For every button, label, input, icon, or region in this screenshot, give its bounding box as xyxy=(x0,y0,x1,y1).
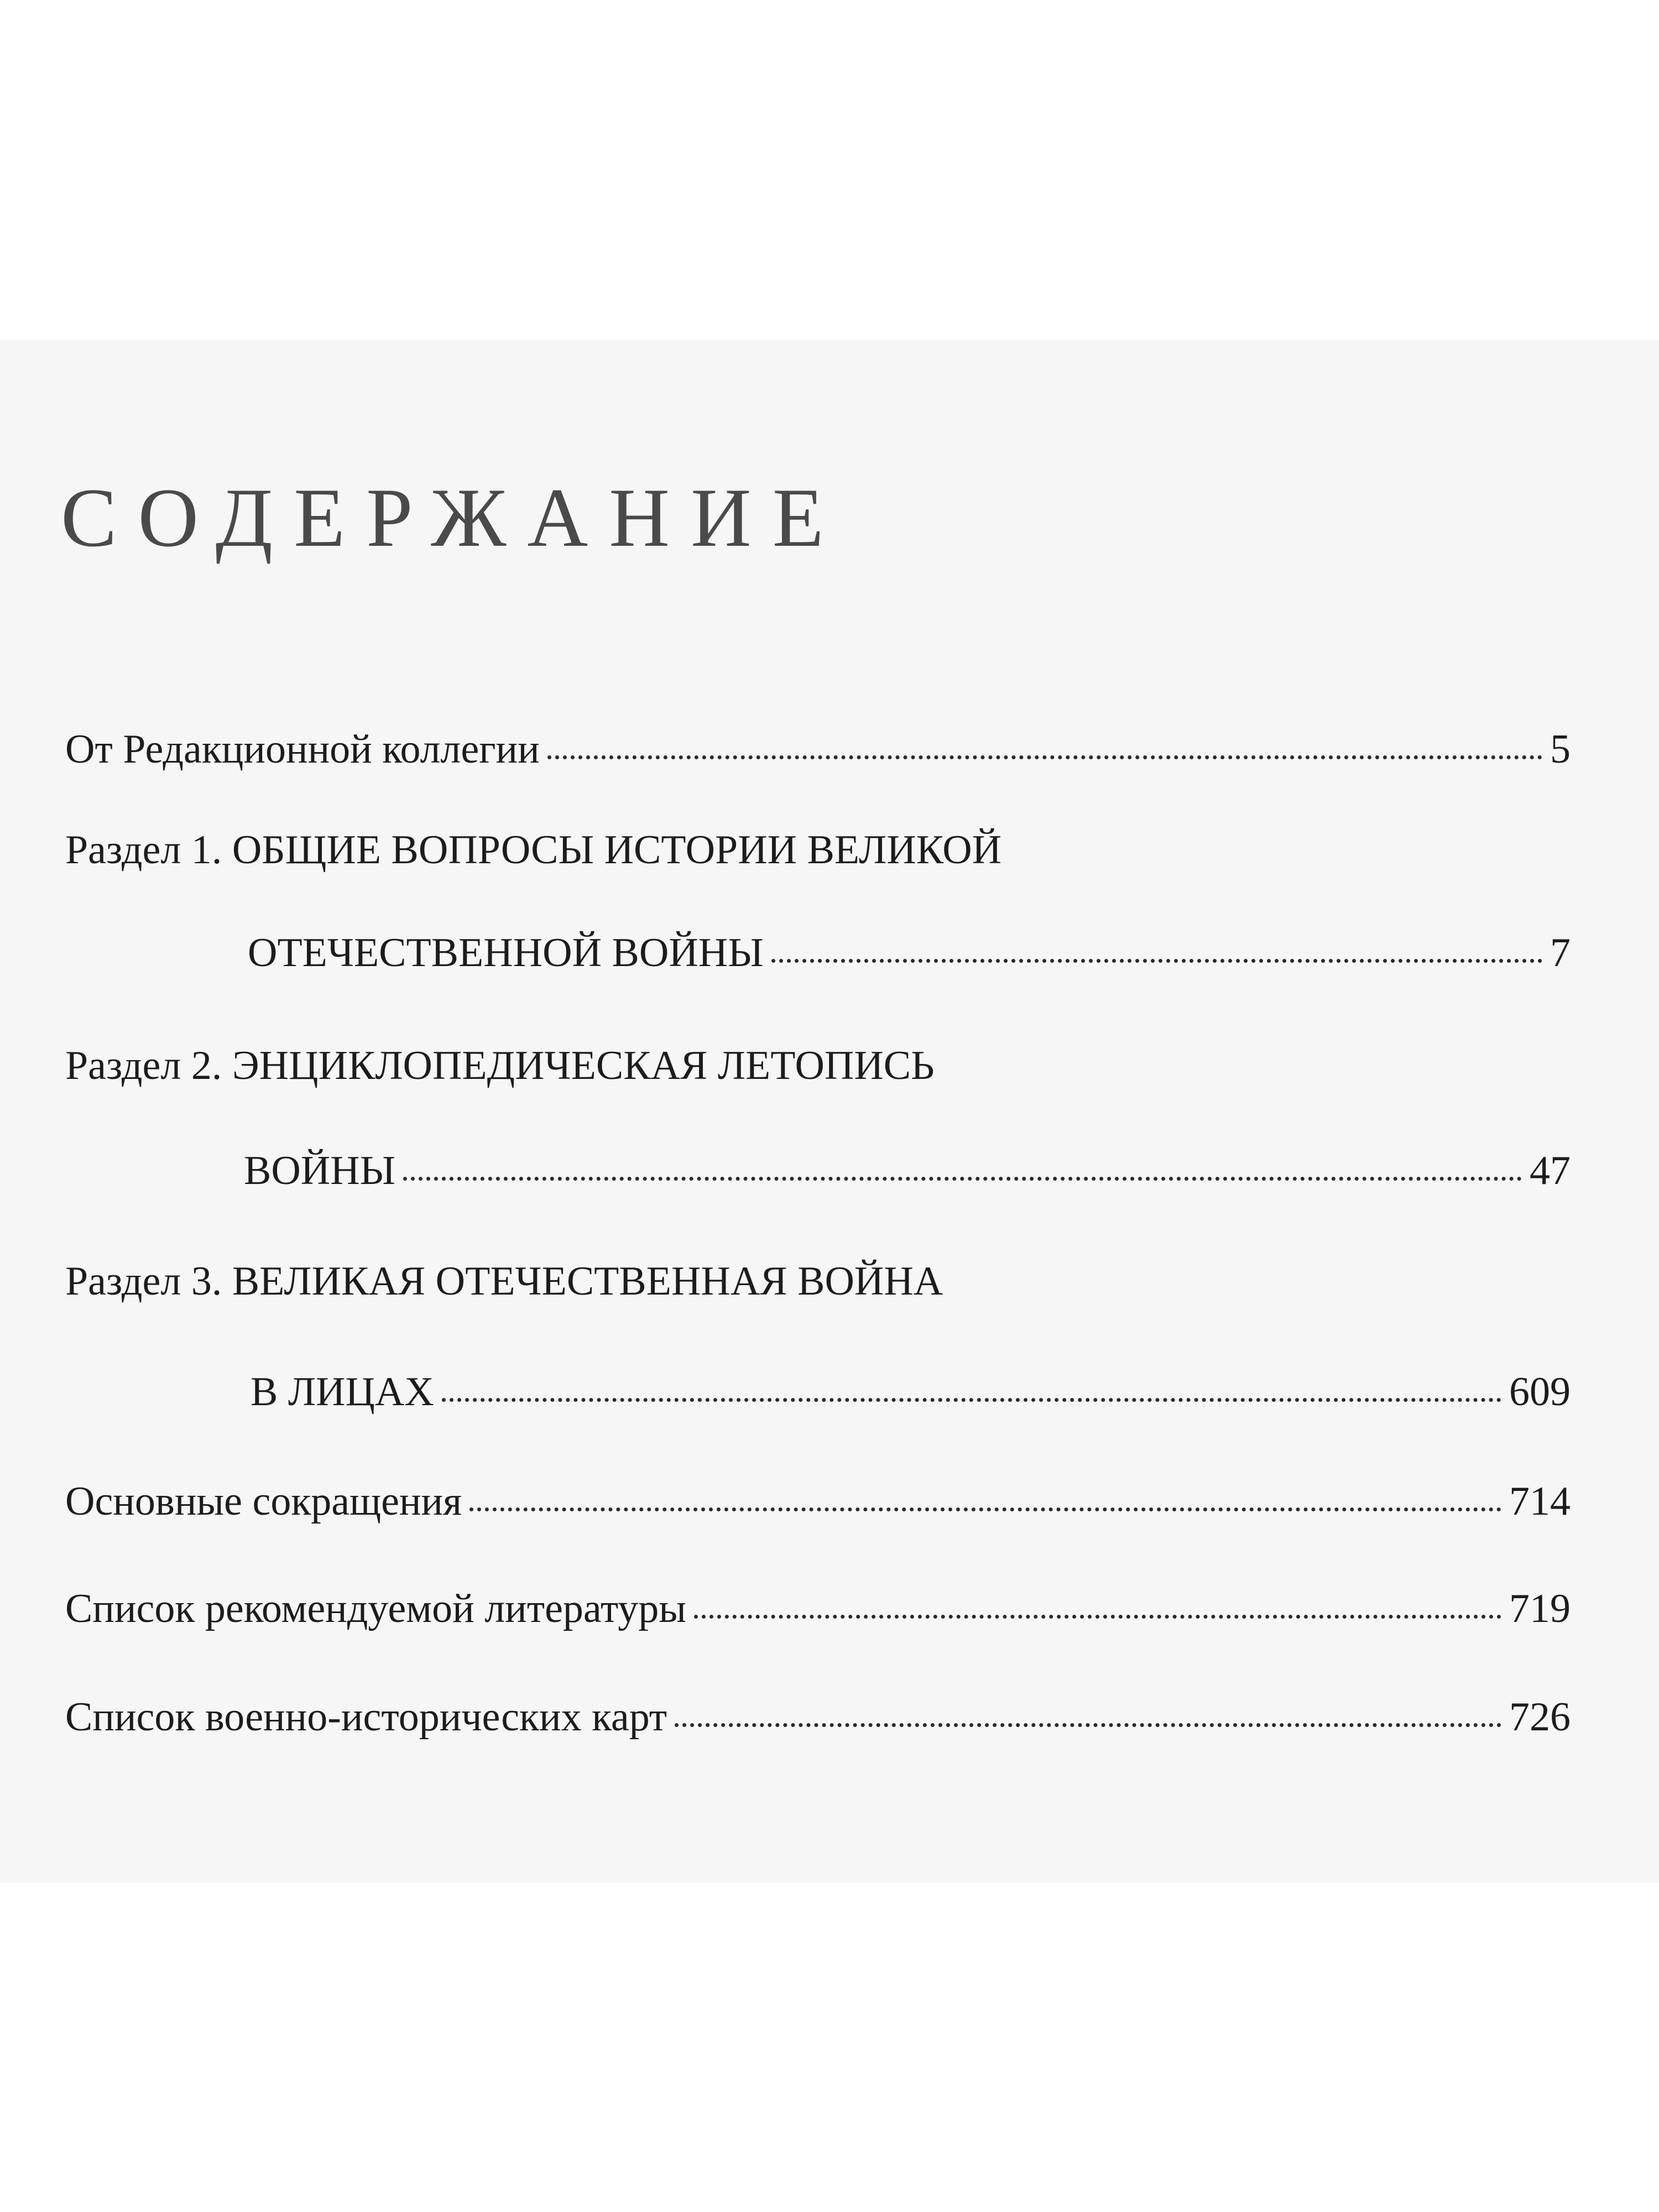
toc-entry-section-2[interactable] xyxy=(65,1150,1571,1191)
page-title: СОДЕРЖАНИЕ xyxy=(61,471,845,564)
toc-entry-section-3[interactable] xyxy=(65,1369,1571,1415)
toc-entry-abbreviations[interactable] xyxy=(65,1481,1571,1522)
toc-page-number: 5 xyxy=(1550,727,1571,772)
dot-leader xyxy=(469,1507,1501,1511)
toc-section-2-heading[interactable]: Раздел 2. ЭНЦИКЛОПЕДИЧЕСКАЯ ЛЕТОПИСЬ xyxy=(65,1043,935,1088)
toc-section-1-heading[interactable]: Раздел 1. ОБЩИЕ ВОПРОСЫ ИСТОРИИ ВЕЛИКОЙ xyxy=(65,827,1002,873)
dot-leader xyxy=(675,1723,1501,1727)
dot-leader xyxy=(771,959,1542,963)
dot-leader xyxy=(547,755,1542,759)
dot-leader xyxy=(442,1398,1501,1402)
toc-section-3-heading[interactable]: Раздел 3. ВЕЛИКАЯ ОТЕЧЕСТВЕННАЯ ВОЙНА xyxy=(65,1259,943,1304)
toc-page-number: 609 xyxy=(1509,1369,1571,1415)
toc-page-number: 7 xyxy=(1550,930,1571,975)
toc-entry-editorial-board[interactable] xyxy=(65,729,1571,770)
toc-entry-section-1[interactable] xyxy=(65,932,1571,973)
toc-entry-label: От Редакционной коллегии xyxy=(65,727,540,772)
toc-page-number: 719 xyxy=(1509,1586,1571,1631)
toc-page-number: 47 xyxy=(1530,1148,1571,1193)
toc-entry-label: ВОЙНЫ xyxy=(244,1148,396,1193)
dot-leader xyxy=(694,1615,1501,1619)
dot-leader xyxy=(403,1177,1522,1181)
toc-page-number: 726 xyxy=(1509,1694,1571,1740)
toc-entry-label: Список рекомендуемой литературы xyxy=(65,1586,686,1631)
toc-entry-literature[interactable] xyxy=(65,1588,1571,1629)
page-sheet xyxy=(0,340,1659,1883)
toc-entry-label: ОТЕЧЕСТВЕННОЙ ВОЙНЫ xyxy=(248,930,764,975)
toc-entry-maps[interactable] xyxy=(65,1694,1571,1740)
toc-entry-label: Список военно-исторических карт xyxy=(65,1694,667,1740)
toc-entry-label: Основные сокращения xyxy=(65,1479,462,1524)
toc-page-number: 714 xyxy=(1509,1479,1571,1524)
toc-entry-label: В ЛИЦАХ xyxy=(251,1369,434,1415)
